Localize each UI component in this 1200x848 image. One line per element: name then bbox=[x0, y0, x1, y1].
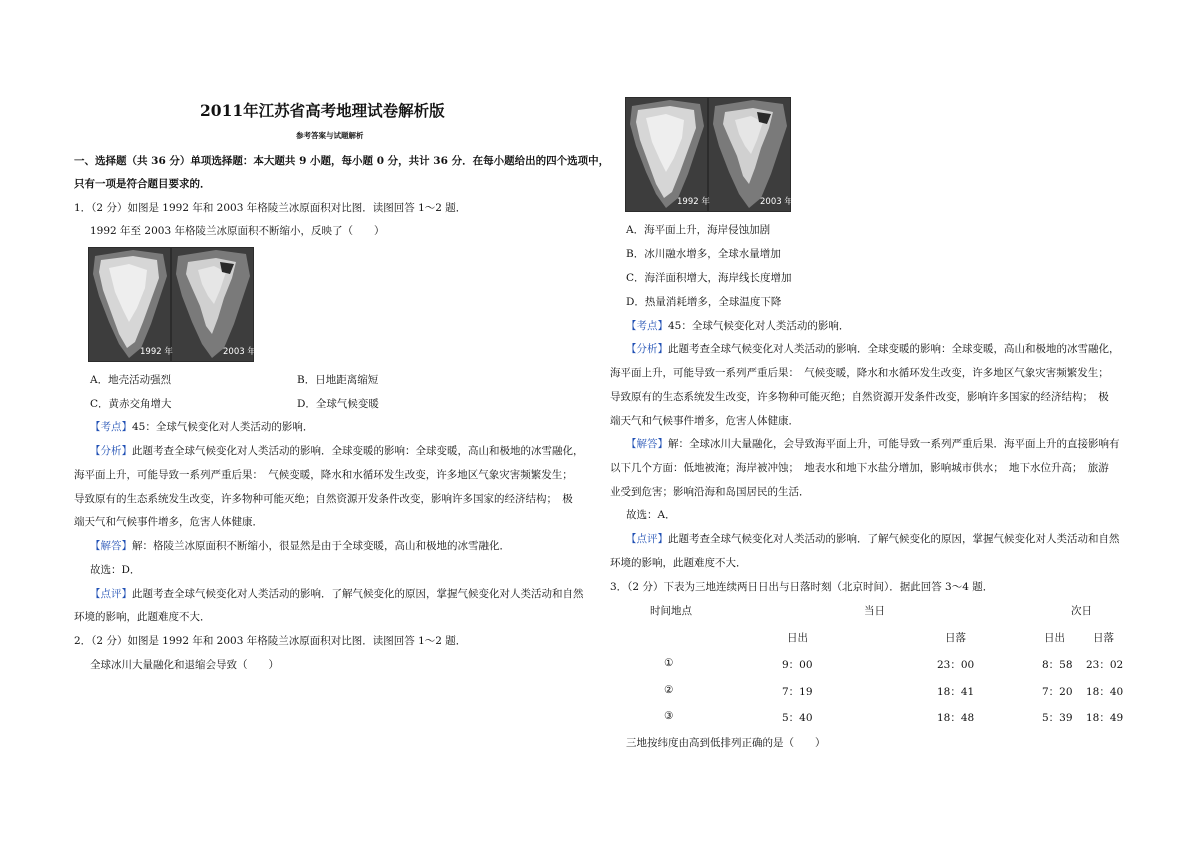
q2-dianping-text1: 此题考查全球气候变化对人类活动的影响．了解气候变化的原因，掌握气候变化对人类活动和自然 bbox=[668, 533, 1120, 545]
q2-stem: 2．（2 分）如图是 1992 年和 2003 年格陵兰冰原面积对比图．读图回答 1～2 题． bbox=[74, 635, 467, 647]
q2-fenxi-line1 bbox=[626, 341, 1120, 356]
q1-kaodian-text: 45：全球气候变化对人类活动的影响． bbox=[132, 421, 314, 433]
table-sub-d1-rise: 日出 bbox=[787, 632, 808, 644]
q2-option-b: B．冰川融水增多，全球水量增加 bbox=[626, 248, 781, 260]
row-place: ① bbox=[664, 657, 674, 669]
q1-option-c: C．黄赤交角增大 bbox=[90, 398, 172, 410]
q1-kaodian-tag: 【考点】 bbox=[90, 421, 132, 433]
q2-kaodian-tag: 【考点】 bbox=[626, 320, 668, 332]
row-place: ③ bbox=[664, 710, 674, 722]
row-d1-rise: 7：19 bbox=[782, 686, 813, 698]
q1-dianping-line1 bbox=[90, 586, 584, 601]
q2-fenxi-text1: 此题考查全球气候变化对人类活动的影响．全球变暖的影响：全球变暖，高山和极地的冰雪融化， bbox=[668, 343, 1120, 355]
row-d2-rise: 8：58 bbox=[1042, 659, 1073, 671]
q1-jieda-tag: 【解答】 bbox=[90, 540, 132, 552]
q2-jieda-line1 bbox=[626, 436, 1120, 451]
q1-kaodian bbox=[90, 419, 313, 434]
q2-jieda-line2: 以下几个方面：低地被淹；海岸被冲蚀； 地表水和地下水盐分增加，影响城市供水； 地下水位升高； 旅游 bbox=[610, 462, 1109, 474]
q2-question: 全球冰川大量融化和退缩会导致（ ） bbox=[90, 659, 279, 671]
page-subtitle: 参考答案与试题解析 bbox=[296, 131, 364, 140]
table-head-day2: 次日 bbox=[1071, 605, 1092, 617]
table-sub-d2-rise: 日出 bbox=[1044, 632, 1065, 644]
row-d2-set: 23：02 bbox=[1086, 659, 1124, 671]
q1-dianping-tag: 【点评】 bbox=[90, 588, 132, 600]
q2-dianping-tag: 【点评】 bbox=[626, 533, 668, 545]
q2-kaodian bbox=[626, 318, 849, 333]
q2-dianping-line1 bbox=[626, 531, 1120, 546]
q3-stem: 3．（2 分）下表为三地连续两日日出与日落时刻（北京时间）．据此回答 3～4 题． bbox=[610, 581, 994, 593]
q2-jieda-line3: 业受到危害；影响沿海和岛国居民的生活． bbox=[610, 486, 810, 498]
row-d1-set: 23：00 bbox=[937, 659, 975, 671]
q2-fenxi-line4: 端天气和气候事件增多，危害人体健康． bbox=[610, 415, 799, 427]
q2-answer: 故选：A． bbox=[626, 509, 676, 521]
row-d2-set: 18：40 bbox=[1086, 686, 1124, 698]
q1-fenxi-line3: 导致原有的生态系统发生改变，许多物种可能灭绝；自然资源开发条件改变，影响许多国家的经济结构； 极 bbox=[74, 493, 573, 505]
table-head-place: 时间地点 bbox=[650, 605, 692, 617]
q2-figure bbox=[625, 97, 791, 212]
q2-jieda-text1: 解：全球冰川大量融化，会导致海平面上升，可能导致一系列严重后果．海平面上升的直接影响有 bbox=[668, 438, 1120, 450]
q2-option-d: D．热量消耗增多，全球温度下降 bbox=[626, 296, 782, 308]
q1-fenxi-line4: 端天气和气候事件增多，危害人体健康． bbox=[74, 516, 263, 528]
row-d1-set: 18：48 bbox=[937, 712, 975, 724]
q2-kaodian-text: 45：全球气候变化对人类活动的影响． bbox=[668, 320, 850, 332]
page-title: 2011年江苏省高考地理试卷解析版 bbox=[200, 101, 445, 120]
row-place: ② bbox=[664, 684, 674, 696]
q2-dianping-line2: 环境的影响，此题难度不大． bbox=[610, 557, 747, 569]
q1-jieda-text: 解：格陵兰冰原面积不断缩小，很显然是由于全球变暖，高山和极地的冰雪融化． bbox=[132, 540, 510, 552]
row-d2-rise: 7：20 bbox=[1042, 686, 1073, 698]
section-heading-line2: 只有一项是符合题目要求的． bbox=[74, 178, 211, 190]
q1-figure bbox=[88, 247, 254, 362]
q3-question: 三地按纬度由高到低排列正确的是（ ） bbox=[626, 737, 826, 749]
q1-option-b: B．日地距离缩短 bbox=[297, 374, 379, 386]
row-d2-set: 18：49 bbox=[1086, 712, 1124, 724]
q2-jieda-tag: 【解答】 bbox=[626, 438, 668, 450]
q1-dianping-text1: 此题考查全球气候变化对人类活动的影响．了解气候变化的原因，掌握气候变化对人类活动和自然 bbox=[132, 588, 584, 600]
section-heading-line1: 一、选择题（共 36 分）单项选择题：本大题共 9 小题，每小题 0 分，共计 36 分．在每小题给出的四个选项中， bbox=[74, 155, 610, 167]
figure-label-1992-2: 1992 年 bbox=[677, 197, 710, 207]
table-sub-d2-set: 日落 bbox=[1093, 632, 1114, 644]
q1-dianping-line2: 环境的影响，此题难度不大． bbox=[74, 611, 211, 623]
row-d1-set: 18：41 bbox=[937, 686, 975, 698]
figure-label-1992: 1992 年 bbox=[140, 347, 173, 357]
table-head-day1: 当日 bbox=[864, 605, 885, 617]
figure-label-2003: 2003 年 bbox=[223, 347, 256, 357]
q1-fenxi-line2: 海平面上升，可能导致一系列严重后果： 气候变暖，降水和水循环发生改变，许多地区气象灾害频繁发生； bbox=[74, 469, 573, 481]
q1-fenxi-line1 bbox=[90, 443, 584, 458]
q1-jieda bbox=[90, 538, 510, 553]
q1-fenxi-tag: 【分析】 bbox=[90, 445, 132, 457]
figure-label-2003-2: 2003 年 bbox=[760, 197, 793, 207]
row-d1-rise: 9：00 bbox=[782, 659, 813, 671]
q2-fenxi-tag: 【分析】 bbox=[626, 343, 668, 355]
q1-fenxi-text1: 此题考查全球气候变化对人类活动的影响．全球变暖的影响：全球变暖，高山和极地的冰雪融化， bbox=[132, 445, 584, 457]
table-sub-d1-set: 日落 bbox=[945, 632, 966, 644]
q1-option-a: A．地壳活动强烈 bbox=[90, 374, 172, 386]
q2-option-c: C．海洋面积增大，海岸线长度增加 bbox=[626, 272, 792, 284]
q2-fenxi-line3: 导致原有的生态系统发生改变，许多物种可能灭绝；自然资源开发条件改变，影响许多国家的经济结构； 极 bbox=[610, 391, 1109, 403]
q1-option-d: D．全球气候变暖 bbox=[297, 398, 379, 410]
q1-answer: 故选：D． bbox=[90, 564, 141, 576]
q2-fenxi-line2: 海平面上升，可能导致一系列严重后果： 气候变暖，降水和水循环发生改变，许多地区气象灾害频繁发生； bbox=[610, 367, 1109, 379]
row-d2-rise: 5：39 bbox=[1042, 712, 1073, 724]
q1-stem: 1．（2 分）如图是 1992 年和 2003 年格陵兰冰原面积对比图．读图回答 1～2 题． bbox=[74, 202, 467, 214]
q1-question: 1992 年至 2003 年格陵兰冰原面积不断缩小，反映了（ ） bbox=[90, 225, 385, 237]
row-d1-rise: 5：40 bbox=[782, 712, 813, 724]
q2-option-a: A．海平面上升，海岸侵蚀加剧 bbox=[626, 224, 771, 236]
